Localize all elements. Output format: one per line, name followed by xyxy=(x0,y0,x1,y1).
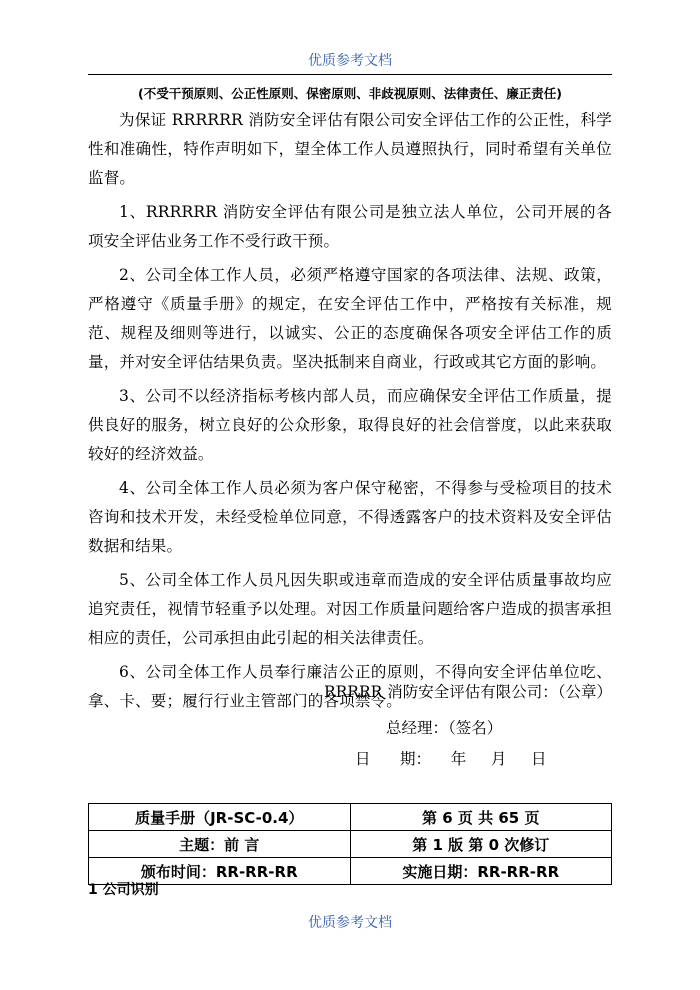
version-cell: 第 1 版 第 0 次修订 xyxy=(350,831,612,858)
paragraph-2: 2、公司全体工作人员，必须严格遵守国家的各项法律、法规、政策，严格遵守《质量手册》的规定，在安全评估工作中，严格按有关标准，规范、规程及细则等进行，以诚实、公正的态度确保各项安全评估工作的质量，并对安全评估结果负责。坚决抵制来自商业，行政或其它方面的影响。 xyxy=(88,266,612,371)
section-heading: 1 公司识别 xyxy=(88,882,159,898)
page-count-cell: 第 6 页 共 65 页 xyxy=(350,804,612,831)
principles-line: (不受干预原则、公正性原则、保密原则、非歧视原则、法律责任、廉正责任) xyxy=(138,86,562,101)
manual-code-cell: 质量手册（JR-SC-0.4） xyxy=(89,804,351,831)
subject-cell: 主题：前 言 xyxy=(89,831,351,858)
effective-date-cell: 实施日期：RR-RR-RR xyxy=(350,858,612,885)
table-row xyxy=(89,804,612,831)
document-control-table xyxy=(88,803,612,885)
paragraph-intro: 为保证 RRRRRR 消防安全评估有限公司安全评估工作的公正性，科学性和准确性，特作声明如下，望全体工作人员遵照执行，同时希望有关单位监督。 xyxy=(88,111,612,187)
page-header-title: 优质参考文档 xyxy=(308,53,392,69)
paragraph-6: 6、公司全体工作人员奉行廉洁公正的原则，不得向安全评估单位吃、拿、卡、要；履行行业主管部门的各项禁令。 xyxy=(88,663,612,710)
table-row xyxy=(89,858,612,885)
paragraph-4: 4、公司全体工作人员必须为客户保守秘密，不得参与受检项目的技术咨询和技术开发，未经受检单位同意，不得透露客户的技术资料及安全评估数据和结果。 xyxy=(88,479,612,555)
signature-manager: 总经理：（签名） xyxy=(386,719,503,737)
paragraph-5: 5、公司全体工作人员凡因失职或违章而造成的安全评估质量事故均应追究责任，视情节轻重予以处理。对因工作质量问题给客户造成的损害承担相应的责任，公司承担由此引起的相关法律责任。 xyxy=(88,571,612,647)
paragraph-3: 3、公司不以经济指标考核内部人员，而应确保安全评估工作质量，提供良好的服务，树立良好的公众形象，取得良好的社会信誉度，以此来获取较好的经济效益。 xyxy=(88,387,612,463)
page-footer-title: 优质参考文档 xyxy=(308,915,392,931)
signature-company: RRRRR 消防安全评估有限公司：（公章） xyxy=(323,683,612,701)
signature-date: 日 期： 年 月 日 xyxy=(355,750,547,768)
table-row xyxy=(89,831,612,858)
issue-date-cell: 颁布时间：RR-RR-RR xyxy=(89,858,351,885)
paragraph-1: 1、RRRRRR 消防安全评估有限公司是独立法人单位，公司开展的各项安全评估业务工作不受行政干预。 xyxy=(88,203,612,250)
header-divider xyxy=(88,74,612,75)
declaration-body xyxy=(88,106,612,721)
